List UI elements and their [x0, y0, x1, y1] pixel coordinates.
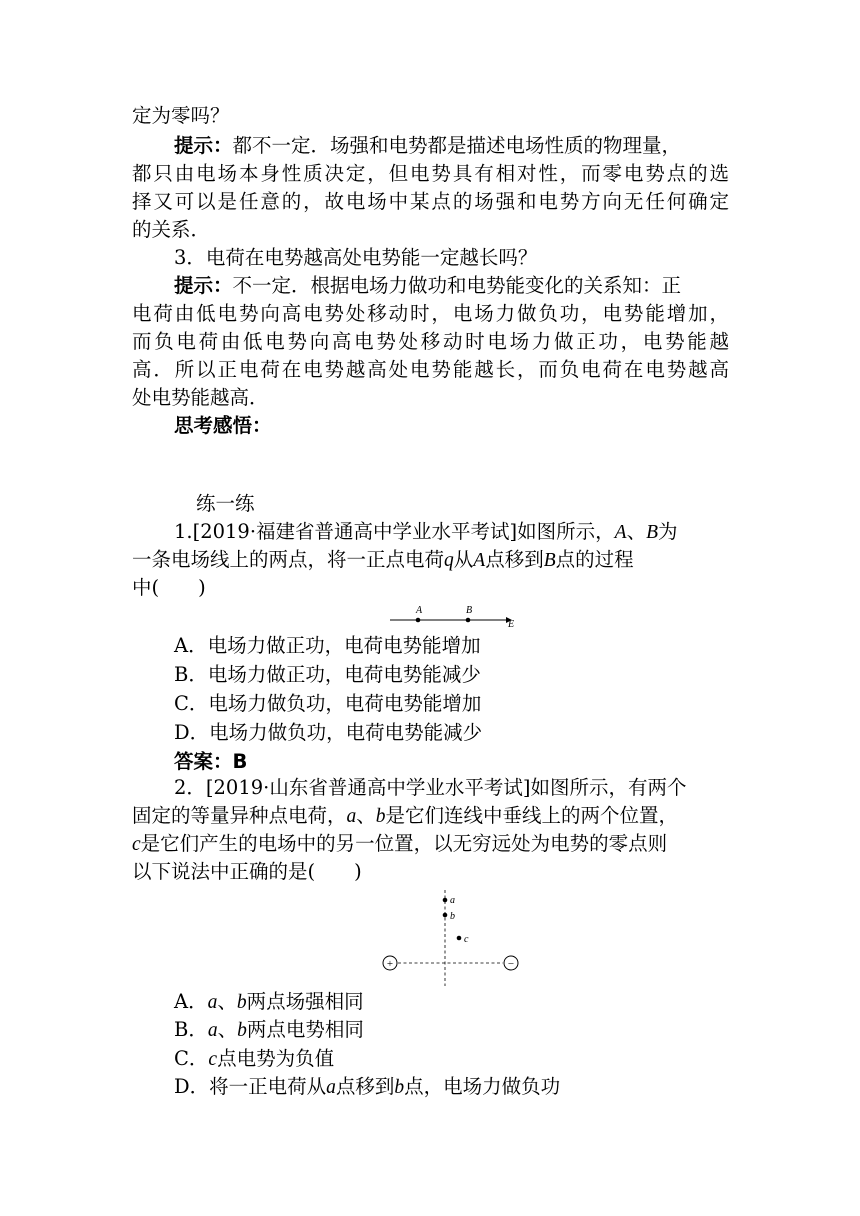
q1-answer: 答案：B — [174, 750, 248, 773]
point-b-label: B — [646, 522, 659, 543]
text: 两点电势相同 — [246, 1018, 364, 1041]
point-b — [466, 618, 471, 623]
practice-title: 练一练 — [196, 492, 255, 515]
text: 固定的等量异种点电荷， — [132, 804, 347, 827]
text: 从 — [453, 548, 474, 571]
q1-option-b: B．电场力做正功，电荷电势能减少 — [174, 663, 481, 686]
text: 点移到 — [335, 1075, 395, 1098]
q2-line4: 以下说法中正确的是( ) — [132, 860, 362, 883]
q2-line1: 2．[2019·山东省普通高中学业水平考试]如图所示，有两个 — [174, 776, 687, 799]
text: 一条电场线上的两点，将一正点电荷 — [132, 548, 445, 571]
position-a-label: a — [207, 1020, 218, 1041]
text: 点移到 — [485, 548, 544, 571]
text: 是它们连线中垂线上的两个位置， — [385, 804, 679, 827]
text: B． — [174, 1018, 208, 1041]
position-a-label: a — [326, 1077, 336, 1098]
position-c-label: c — [132, 834, 141, 855]
q2-option-d — [174, 1073, 560, 1102]
q1-line1 — [174, 518, 678, 547]
plus-icon: + — [386, 958, 394, 970]
text: 点的过程 — [555, 548, 634, 571]
hint-text: 都不一定．场强和电势都是描述电场性质的物理量， — [232, 134, 682, 157]
text: 是它们产生的电场中的另一位置，以无穷远处为电势的零点则 — [140, 832, 668, 855]
point-b — [443, 913, 448, 918]
text-line: 电荷由低电势向高电势处移动时，电场力做负功，电势能增加， — [132, 302, 729, 325]
point-a-label: A — [416, 605, 423, 616]
text-line: 都只由电场本身性质决定，但电势具有相对性，而零电势点的选 — [132, 162, 729, 185]
text-line — [132, 102, 230, 130]
q2-option-b — [174, 1016, 364, 1045]
text: 、 — [217, 1018, 238, 1041]
hint-text: 不一定．根据电场力做功和电势能变化的关系知：正 — [232, 274, 682, 297]
q1-option-a: A．电场力做正功，电荷电势能增加 — [174, 634, 481, 657]
point-a — [416, 618, 421, 623]
text-line: 高．所以正电荷在电势越高处电势能越长，而负电荷在电势越高 — [132, 358, 729, 381]
minus-icon: − — [507, 958, 515, 970]
hint-label: 提示： — [174, 274, 233, 297]
position-b-label: b — [394, 1077, 405, 1098]
text: 、 — [356, 804, 376, 827]
text: 、 — [217, 990, 237, 1013]
question-3: 3．电荷在电势越高处电势能一定越长吗？ — [174, 246, 538, 269]
text: 定为零吗？ — [132, 104, 230, 127]
position-b-label: b — [236, 992, 247, 1013]
point-a — [443, 898, 448, 903]
charge-label: q — [444, 550, 454, 571]
point-a-label: A — [473, 550, 486, 571]
text: C． — [174, 1047, 209, 1070]
text: 、 — [626, 520, 647, 543]
hint-label: 提示： — [174, 134, 233, 157]
q2-option-c — [174, 1045, 334, 1074]
q1-option-c: C．电场力做负功，电荷电势能增加 — [174, 692, 482, 715]
field-e-label: E — [508, 619, 515, 630]
point-c-label: c — [464, 934, 469, 945]
text-line: 而负电荷由低电势向高电势处移动时电场力做正功，电势能越 — [132, 330, 729, 353]
point-a-label: a — [450, 895, 455, 906]
q1-line3: 中( ) — [132, 576, 206, 599]
text-line: 处电势能越高． — [132, 386, 269, 409]
point-b-label: B — [543, 550, 556, 571]
text: D．将一正电荷从 — [174, 1075, 327, 1098]
text: A． — [174, 990, 208, 1013]
q1-line2 — [132, 546, 634, 575]
text: 为 — [658, 520, 678, 543]
q2-line2 — [132, 802, 678, 831]
point-a-label: A — [614, 522, 627, 543]
text-line: 择又可以是任意的，故电场中某点的场强和电势方向无任何确定 — [132, 190, 729, 213]
position-a-label: a — [207, 992, 218, 1013]
text: 点，电场力做负功 — [404, 1075, 561, 1098]
reflection-label: 思考感悟： — [174, 414, 272, 437]
text: 点电势为负值 — [217, 1047, 335, 1070]
position-b-label: b — [237, 1020, 247, 1041]
hint-line — [174, 272, 681, 300]
q1-option-d: D．电场力做负功，电荷电势能减少 — [174, 721, 483, 744]
q2-option-a — [174, 988, 364, 1017]
position-a-label: a — [346, 806, 357, 827]
text: 两点场强相同 — [246, 990, 364, 1013]
text: 1.[2019·福建省普通高中学业水平考试]如图所示， — [174, 520, 615, 543]
position-b-label: b — [375, 806, 386, 827]
point-c — [457, 936, 462, 941]
field-line-figure — [380, 600, 520, 630]
text-line: 的关系． — [132, 218, 211, 241]
charges-figure — [372, 888, 532, 988]
point-b-label: b — [450, 911, 455, 922]
q2-line3 — [132, 830, 667, 859]
point-b-label: B — [466, 605, 473, 616]
position-c-label: c — [208, 1049, 218, 1070]
hint-line — [174, 132, 681, 160]
